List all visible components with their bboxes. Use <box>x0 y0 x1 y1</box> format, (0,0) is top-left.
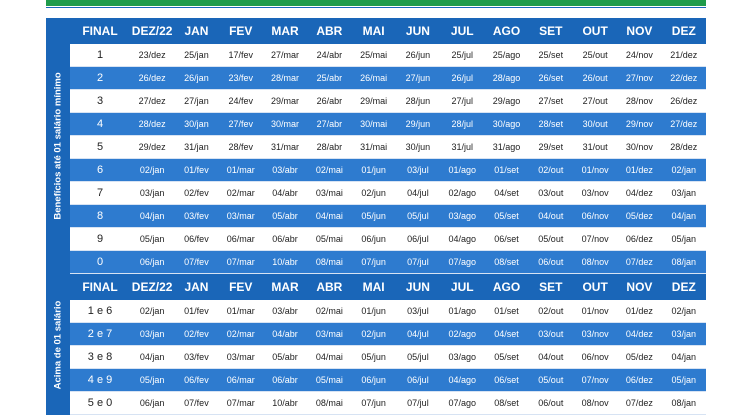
payment-date-cell: 03/jul <box>396 159 440 182</box>
payment-date-cell: 05/set <box>484 346 528 369</box>
payment-date-cell: 06/abr <box>263 228 307 251</box>
table-row <box>70 346 706 369</box>
payment-date-cell: 24/nov <box>617 44 661 67</box>
final-digit-cell: 7 <box>70 182 130 205</box>
payment-date-cell: 08/set <box>484 392 528 415</box>
payment-date-cell: 05/abr <box>263 346 307 369</box>
payment-date-cell: 05/dez <box>617 346 661 369</box>
payment-date-cell: 02/mar <box>219 323 263 346</box>
table-header-row <box>70 18 706 44</box>
side-label-bar <box>46 18 70 274</box>
header-month: MAR <box>263 18 307 44</box>
payment-date-cell: 02/mai <box>307 300 351 323</box>
payment-date-cell: 05/jan <box>662 228 706 251</box>
header-month: AGO <box>484 18 528 44</box>
payment-date-cell: 05/jan <box>662 369 706 392</box>
header-final: FINAL <box>70 18 130 44</box>
header-month: DEZ <box>662 274 706 300</box>
payment-date-cell: 01/ago <box>440 300 484 323</box>
payment-date-cell: 26/abr <box>307 90 351 113</box>
payment-date-cell: 23/fev <box>219 67 263 90</box>
header-month: MAI <box>351 18 395 44</box>
payment-date-cell: 03/fev <box>174 346 218 369</box>
final-digit-cell: 6 <box>70 159 130 182</box>
payment-date-cell: 03/nov <box>573 323 617 346</box>
final-digit-cell: 3 <box>70 90 130 113</box>
payment-date-cell: 06/set <box>484 228 528 251</box>
header-month: DEZ/22 <box>130 274 174 300</box>
payment-date-cell: 05/jun <box>351 346 395 369</box>
side-label-bar <box>46 274 70 415</box>
payment-date-cell: 03/mar <box>219 205 263 228</box>
payment-date-cell: 04/abr <box>263 182 307 205</box>
payment-date-cell: 29/mar <box>263 90 307 113</box>
payment-date-cell: 05/jul <box>396 346 440 369</box>
payment-date-cell: 27/jun <box>396 67 440 90</box>
payment-date-cell: 31/ago <box>484 136 528 159</box>
payment-date-cell: 28/fev <box>219 136 263 159</box>
payment-date-cell: 02/jan <box>130 300 174 323</box>
header-month: ABR <box>307 18 351 44</box>
payment-date-cell: 31/mar <box>263 136 307 159</box>
header-month: JUL <box>440 18 484 44</box>
payment-date-cell: 01/dez <box>617 159 661 182</box>
payment-date-cell: 06/jun <box>351 228 395 251</box>
final-digit-cell: 8 <box>70 205 130 228</box>
table-row <box>70 228 706 251</box>
payment-date-cell: 25/mai <box>351 44 395 67</box>
payment-date-cell: 04/set <box>484 182 528 205</box>
payment-date-cell: 01/mar <box>219 300 263 323</box>
payment-date-cell: 04/jan <box>662 346 706 369</box>
final-digit-cell: 5 e 0 <box>70 392 130 415</box>
payment-date-cell: 02/jan <box>662 159 706 182</box>
payment-date-cell: 03/mai <box>307 323 351 346</box>
payment-date-cell: 05/dez <box>617 205 661 228</box>
payment-date-cell: 07/nov <box>573 228 617 251</box>
payment-date-cell: 27/out <box>573 90 617 113</box>
table-row <box>70 369 706 392</box>
header-month: JUL <box>440 274 484 300</box>
payment-date-cell: 06/out <box>529 251 573 274</box>
payment-date-cell: 03/mar <box>219 346 263 369</box>
payment-date-cell: 30/mai <box>351 113 395 136</box>
payment-date-cell: 07/ago <box>440 392 484 415</box>
payment-date-cell: 03/abr <box>263 159 307 182</box>
header-month: MAR <box>263 274 307 300</box>
payment-date-cell: 06/jan <box>130 251 174 274</box>
payment-date-cell: 23/dez <box>130 44 174 67</box>
payment-date-cell: 01/set <box>484 159 528 182</box>
payment-date-cell: 04/abr <box>263 323 307 346</box>
header-month: JAN <box>174 18 218 44</box>
payment-date-cell: 06/dez <box>617 228 661 251</box>
payment-date-cell: 24/abr <box>307 44 351 67</box>
payment-date-cell: 07/nov <box>573 369 617 392</box>
payment-date-cell: 02/mar <box>219 182 263 205</box>
payment-date-cell: 05/jul <box>396 205 440 228</box>
payment-date-cell: 17/fev <box>219 44 263 67</box>
payment-date-cell: 05/mai <box>307 228 351 251</box>
table-row <box>70 90 706 113</box>
payment-date-cell: 07/ago <box>440 251 484 274</box>
payment-date-cell: 07/jul <box>396 251 440 274</box>
payment-date-cell: 30/mar <box>263 113 307 136</box>
payment-date-cell: 03/ago <box>440 346 484 369</box>
payment-date-cell: 30/jan <box>174 113 218 136</box>
final-digit-cell: 3 e 8 <box>70 346 130 369</box>
payment-date-cell: 03/out <box>529 323 573 346</box>
payment-date-cell: 27/jan <box>174 90 218 113</box>
payment-date-cell: 10/abr <box>263 251 307 274</box>
payment-date-cell: 02/ago <box>440 182 484 205</box>
payment-date-cell: 01/jun <box>351 159 395 182</box>
header-month: FEV <box>219 18 263 44</box>
payment-date-cell: 04/out <box>529 205 573 228</box>
payment-date-cell: 06/jul <box>396 228 440 251</box>
payment-date-cell: 29/nov <box>617 113 661 136</box>
table-row <box>70 159 706 182</box>
payment-date-cell: 03/jan <box>662 182 706 205</box>
payment-date-cell: 07/fev <box>174 251 218 274</box>
table-row <box>70 136 706 159</box>
payment-date-cell: 02/jan <box>130 159 174 182</box>
table-row <box>70 44 706 67</box>
payment-date-cell: 06/fev <box>174 369 218 392</box>
payment-date-cell: 04/dez <box>617 323 661 346</box>
payment-date-cell: 06/dez <box>617 369 661 392</box>
payment-date-cell: 03/mai <box>307 182 351 205</box>
payment-date-cell: 28/abr <box>307 136 351 159</box>
payment-date-cell: 03/ago <box>440 205 484 228</box>
payment-date-cell: 28/jun <box>396 90 440 113</box>
payment-date-cell: 01/mar <box>219 159 263 182</box>
payment-date-cell: 08/set <box>484 251 528 274</box>
payment-date-cell: 28/ago <box>484 67 528 90</box>
header-month: OUT <box>573 18 617 44</box>
payment-date-cell: 07/jun <box>351 392 395 415</box>
header-month: ABR <box>307 274 351 300</box>
payment-date-cell: 01/set <box>484 300 528 323</box>
header-month: NOV <box>617 18 661 44</box>
header-month: JUN <box>396 18 440 44</box>
payment-date-cell: 02/out <box>529 300 573 323</box>
payment-date-cell: 25/set <box>529 44 573 67</box>
payment-date-cell: 28/mar <box>263 67 307 90</box>
payment-date-cell: 29/mai <box>351 90 395 113</box>
payment-date-cell: 04/ago <box>440 369 484 392</box>
payment-date-cell: 08/mai <box>307 392 351 415</box>
table-row <box>70 300 706 323</box>
payment-date-cell: 26/mai <box>351 67 395 90</box>
payment-date-cell: 26/dez <box>662 90 706 113</box>
payment-date-cell: 29/jun <box>396 113 440 136</box>
header-month: SET <box>529 18 573 44</box>
table-row <box>70 205 706 228</box>
payment-date-cell: 03/jan <box>130 323 174 346</box>
payment-date-cell: 04/mai <box>307 205 351 228</box>
payment-date-cell: 30/out <box>573 113 617 136</box>
payment-date-cell: 05/out <box>529 228 573 251</box>
payment-date-cell: 04/out <box>529 346 573 369</box>
final-digit-cell: 4 e 9 <box>70 369 130 392</box>
header-month: NOV <box>617 274 661 300</box>
table-row <box>70 323 706 346</box>
payment-date-cell: 06/jan <box>130 392 174 415</box>
green-banner-bar <box>46 0 706 6</box>
payment-date-cell: 31/jan <box>174 136 218 159</box>
payment-date-cell: 31/jul <box>440 136 484 159</box>
payment-date-cell: 04/ago <box>440 228 484 251</box>
payment-date-cell: 07/mar <box>219 251 263 274</box>
payment-date-cell: 02/fev <box>174 323 218 346</box>
header-month: MAI <box>351 274 395 300</box>
final-digit-cell: 1 e 6 <box>70 300 130 323</box>
payment-date-cell: 21/dez <box>662 44 706 67</box>
payment-date-cell: 25/out <box>573 44 617 67</box>
final-digit-cell: 1 <box>70 44 130 67</box>
payment-date-cell: 02/ago <box>440 323 484 346</box>
payment-date-cell: 01/nov <box>573 300 617 323</box>
payment-date-cell: 06/jul <box>396 369 440 392</box>
payment-date-cell: 28/jul <box>440 113 484 136</box>
payment-date-cell: 24/fev <box>219 90 263 113</box>
payment-date-cell: 27/jul <box>440 90 484 113</box>
payment-date-cell: 04/mai <box>307 346 351 369</box>
payment-date-cell: 26/jan <box>174 67 218 90</box>
payment-date-cell: 04/jan <box>130 205 174 228</box>
payment-date-cell: 07/dez <box>617 251 661 274</box>
payment-date-cell: 27/dez <box>130 90 174 113</box>
payment-date-cell: 05/jan <box>130 228 174 251</box>
payment-date-cell: 02/mai <box>307 159 351 182</box>
payment-date-cell: 25/ago <box>484 44 528 67</box>
payment-date-cell: 01/jun <box>351 300 395 323</box>
payment-date-cell: 26/set <box>529 67 573 90</box>
header-month: FEV <box>219 274 263 300</box>
header-month: AGO <box>484 274 528 300</box>
payment-date-cell: 05/set <box>484 205 528 228</box>
payment-date-cell: 05/jan <box>130 369 174 392</box>
payment-schedule-table <box>70 18 706 274</box>
payment-date-cell: 03/jan <box>130 182 174 205</box>
payment-date-cell: 03/nov <box>573 182 617 205</box>
payment-date-cell: 04/jan <box>662 205 706 228</box>
payment-date-cell: 26/jul <box>440 67 484 90</box>
payment-date-cell: 25/jul <box>440 44 484 67</box>
final-digit-cell: 0 <box>70 251 130 274</box>
table-row <box>70 182 706 205</box>
payment-date-cell: 30/nov <box>617 136 661 159</box>
payment-date-cell: 31/mai <box>351 136 395 159</box>
payment-date-cell: 08/jan <box>662 392 706 415</box>
payment-date-cell: 07/jun <box>351 251 395 274</box>
payment-date-cell: 04/jul <box>396 323 440 346</box>
table-header-row <box>70 274 706 300</box>
side-label-text: Acima de 01 salário <box>52 300 64 389</box>
payment-date-cell: 27/mar <box>263 44 307 67</box>
payment-date-cell: 03/jul <box>396 300 440 323</box>
payment-date-cell: 22/dez <box>662 67 706 90</box>
payment-date-cell: 06/jun <box>351 369 395 392</box>
payment-date-cell: 28/set <box>529 113 573 136</box>
final-digit-cell: 2 e 7 <box>70 323 130 346</box>
final-digit-cell: 2 <box>70 67 130 90</box>
final-digit-cell: 9 <box>70 228 130 251</box>
payment-date-cell: 26/dez <box>130 67 174 90</box>
payment-date-cell: 06/nov <box>573 346 617 369</box>
payment-date-cell: 08/nov <box>573 251 617 274</box>
payment-date-cell: 02/out <box>529 159 573 182</box>
payment-date-cell: 06/fev <box>174 228 218 251</box>
payment-date-cell: 02/jun <box>351 182 395 205</box>
payment-date-cell: 29/set <box>529 136 573 159</box>
side-label-text: Benefícios até 01 salário mínimo <box>52 72 64 220</box>
payment-date-cell: 30/jun <box>396 136 440 159</box>
payment-date-cell: 06/out <box>529 392 573 415</box>
payment-date-cell: 03/out <box>529 182 573 205</box>
payment-date-cell: 26/jun <box>396 44 440 67</box>
payment-date-cell: 01/dez <box>617 300 661 323</box>
payment-date-cell: 02/fev <box>174 182 218 205</box>
payment-date-cell: 04/jan <box>130 346 174 369</box>
payment-date-cell: 25/abr <box>307 67 351 90</box>
payment-date-cell: 25/jan <box>174 44 218 67</box>
header-month: JUN <box>396 274 440 300</box>
payment-date-cell: 08/mai <box>307 251 351 274</box>
payment-date-cell: 05/mai <box>307 369 351 392</box>
payment-date-cell: 28/nov <box>617 90 661 113</box>
payment-date-cell: 27/dez <box>662 113 706 136</box>
payment-date-cell: 07/jul <box>396 392 440 415</box>
payment-schedule-table <box>70 274 706 415</box>
header-month: DEZ <box>662 18 706 44</box>
payment-date-cell: 07/dez <box>617 392 661 415</box>
table-row <box>70 67 706 90</box>
payment-date-cell: 31/out <box>573 136 617 159</box>
payment-date-cell: 28/dez <box>130 113 174 136</box>
payment-date-cell: 27/fev <box>219 113 263 136</box>
header-month: DEZ/22 <box>130 18 174 44</box>
payment-date-cell: 06/mar <box>219 369 263 392</box>
payment-date-cell: 01/fev <box>174 159 218 182</box>
payment-date-cell: 06/nov <box>573 205 617 228</box>
payment-date-cell: 02/jun <box>351 323 395 346</box>
payment-date-cell: 02/jan <box>662 300 706 323</box>
payment-date-cell: 06/mar <box>219 228 263 251</box>
payment-date-cell: 06/set <box>484 369 528 392</box>
header-final: FINAL <box>70 274 130 300</box>
final-digit-cell: 5 <box>70 136 130 159</box>
payment-date-cell: 29/dez <box>130 136 174 159</box>
payment-date-cell: 10/abr <box>263 392 307 415</box>
payment-date-cell: 27/nov <box>617 67 661 90</box>
payment-date-cell: 27/set <box>529 90 573 113</box>
final-digit-cell: 4 <box>70 113 130 136</box>
payment-date-cell: 03/abr <box>263 300 307 323</box>
payment-date-cell: 04/jul <box>396 182 440 205</box>
payment-date-cell: 03/fev <box>174 205 218 228</box>
table-row <box>70 251 706 274</box>
top-banner-strip <box>46 0 706 9</box>
payment-date-cell: 01/nov <box>573 159 617 182</box>
payment-date-cell: 04/set <box>484 323 528 346</box>
header-month: SET <box>529 274 573 300</box>
payment-date-cell: 28/dez <box>662 136 706 159</box>
payment-date-cell: 07/mar <box>219 392 263 415</box>
payment-date-cell: 05/jun <box>351 205 395 228</box>
header-month: JAN <box>174 274 218 300</box>
payment-date-cell: 08/nov <box>573 392 617 415</box>
payment-date-cell: 04/dez <box>617 182 661 205</box>
payment-date-cell: 01/fev <box>174 300 218 323</box>
payment-date-cell: 27/abr <box>307 113 351 136</box>
payment-date-cell: 01/ago <box>440 159 484 182</box>
payment-date-cell: 05/abr <box>263 205 307 228</box>
payment-date-cell: 03/jan <box>662 323 706 346</box>
table-row <box>70 392 706 415</box>
payment-date-cell: 06/abr <box>263 369 307 392</box>
payment-date-cell: 30/ago <box>484 113 528 136</box>
payment-date-cell: 08/jan <box>662 251 706 274</box>
header-month: OUT <box>573 274 617 300</box>
payment-date-cell: 26/out <box>573 67 617 90</box>
blue-divider-line <box>46 7 706 8</box>
table-row <box>70 113 706 136</box>
payment-date-cell: 29/ago <box>484 90 528 113</box>
payment-date-cell: 07/fev <box>174 392 218 415</box>
payment-date-cell: 05/out <box>529 369 573 392</box>
